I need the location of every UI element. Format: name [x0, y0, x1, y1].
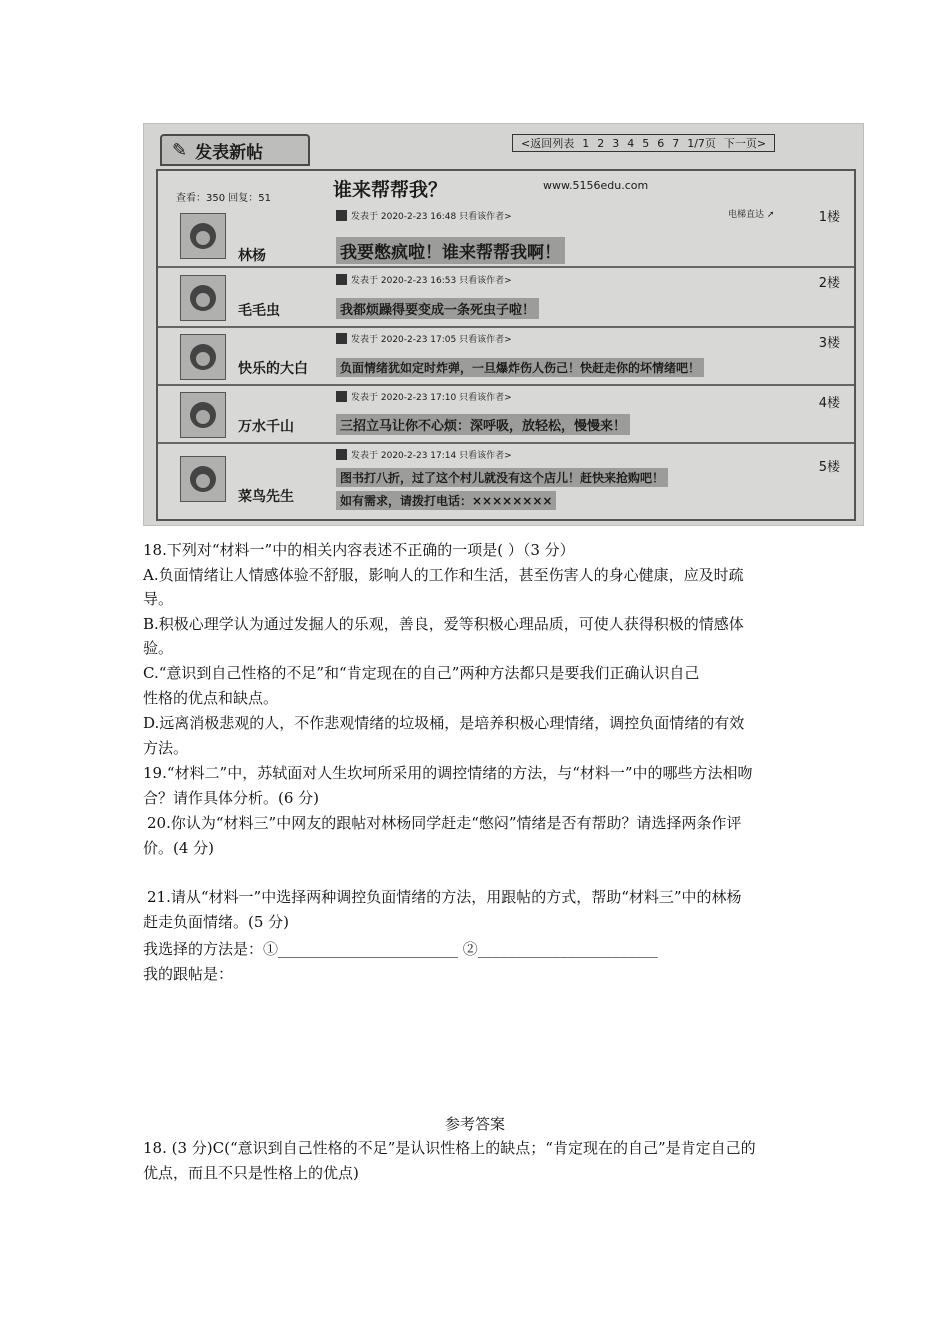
q19-text-cont: 合？请作具体分析。(6 分): [143, 789, 320, 807]
post-username[interactable]: 万水千山: [238, 419, 294, 435]
user-face-icon: [190, 223, 216, 249]
pagination: [512, 134, 775, 152]
site-url: www.5156edu.com: [543, 179, 649, 192]
thread-stats: 查看：350 回复：51: [176, 193, 271, 204]
avatar[interactable]: [180, 456, 226, 502]
post-4: [158, 386, 854, 444]
post-2: [158, 268, 854, 328]
pager-page[interactable]: 1: [582, 136, 590, 150]
post-3: [158, 328, 854, 386]
user-icon: [336, 449, 347, 460]
post-meta: [336, 390, 512, 403]
pager-back[interactable]: <返回列表: [521, 137, 575, 150]
q21-text: 21.请从“材料一”中选择两种调控负面情绪的方法，用跟帖的方式，帮助“材料三”中的林杨: [147, 888, 742, 906]
q18-option-d: D.远离消极悲观的人，不作悲观情绪的垃圾桶，是培养积极心理情绪，调控负面情绪的有效: [143, 714, 745, 732]
q18-stem: 18.下列对“材料一”中的相关内容表述不正确的一项是( ）（3 分）: [143, 541, 575, 559]
pager-page[interactable]: 6: [657, 136, 665, 150]
post-username[interactable]: 林杨: [238, 248, 266, 264]
pen-icon: ✎: [172, 139, 188, 161]
q18-option-c: C.“意识到自己性格的不足”和“肯定现在的自己”两种方法都只是要我们正确认识自己: [143, 664, 700, 682]
post-1: [158, 171, 854, 268]
q18-option-b: B.积极心理学认为通过发掘人的乐观，善良，爱等积极心理品质，可使人获得积极的情感体: [143, 615, 744, 633]
post-content: 负面情绪犹如定时炸弹，一旦爆炸伤人伤己！快赶走你的坏情绪吧！: [336, 358, 704, 377]
post-meta-text: 发表于 2020-2-23 17:14 只看该作者>: [351, 451, 512, 461]
user-icon: [336, 210, 347, 221]
q20-text: 20.你认为“材料三”中网友的跟帖对林杨同学赶走“憋闷”情绪是否有帮助？请选择两条作评: [147, 814, 742, 832]
post-meta: [336, 273, 512, 286]
post-5: [158, 444, 854, 519]
post-meta-text: 发表于 2020-2-23 17:05 只看该作者>: [351, 335, 512, 345]
post-content-phone: 如有需求，请拨打电话：××××××××: [336, 491, 556, 510]
post-username[interactable]: 菜鸟先生: [238, 489, 294, 505]
new-post-tab[interactable]: [160, 134, 310, 166]
avatar[interactable]: [180, 392, 226, 438]
floor-number: 1楼: [818, 210, 840, 225]
post-content: 图书打八折，过了这个村儿就没有这个店儿！赶快来抢购吧！: [336, 468, 668, 487]
post-content: 我都烦躁得要变成一条死虫子啦！: [336, 298, 539, 319]
floor-number: 4楼: [818, 396, 840, 411]
post-meta-text: 发表于 2020-2-23 17:10 只看该作者>: [351, 393, 512, 403]
q18-option-d-cont: 方法。: [143, 739, 189, 757]
avatar[interactable]: [180, 334, 226, 380]
q18-option-c-cont: 性格的优点和缺点。: [143, 689, 279, 707]
floor-number: 5楼: [818, 460, 840, 475]
post-meta: [336, 209, 512, 222]
pager-page[interactable]: 2: [597, 136, 605, 150]
q21-method-blanks[interactable]: 我选择的方法是：①________________________ ②________________________: [143, 940, 658, 958]
elevator-label: 电梯直达: [728, 210, 765, 220]
q18-option-a: A.负面情绪让人情感体验不舒服，影响人的工作和生活，甚至伤害人的身心健康，应及时疏: [143, 566, 744, 584]
q21-reply-label: 我的跟帖是：: [143, 965, 234, 983]
post-username[interactable]: 毛毛虫: [238, 303, 280, 319]
q21-text-cont: 赶走负面情绪。(5 分): [143, 913, 290, 931]
user-face-icon: [190, 402, 216, 428]
post-username[interactable]: 快乐的大白: [238, 361, 308, 377]
new-post-label: 发表新帖: [195, 142, 264, 163]
pager-next[interactable]: 下一页>: [723, 137, 767, 150]
user-face-icon: [190, 285, 216, 311]
pager-count: 1/7页: [687, 137, 716, 150]
user-face-icon: [190, 344, 216, 370]
thread-board: [156, 169, 856, 521]
answer-heading: 参考答案: [444, 1115, 505, 1133]
q18-option-b-cont: 验。: [143, 639, 174, 657]
pager-page[interactable]: 7: [672, 136, 680, 150]
post-meta: [336, 448, 512, 461]
avatar[interactable]: [180, 275, 226, 321]
user-icon: [336, 333, 347, 344]
answer-18-cont: 优点，而且不只是性格上的优点): [143, 1164, 359, 1182]
avatar[interactable]: [180, 213, 226, 259]
floor-number: 2楼: [818, 276, 840, 291]
forum-screenshot-photo: [143, 123, 864, 526]
post-meta-text: 发表于 2020-2-23 16:48 只看该作者>: [351, 212, 512, 222]
post-content: 我要憋疯啦！谁来帮帮我啊！: [336, 237, 565, 264]
post-content: 三招立马让你不心烦：深呼吸，放轻松，慢慢来！: [336, 414, 630, 435]
pager-page[interactable]: 4: [627, 136, 635, 150]
q18-option-a-cont: 导。: [143, 590, 174, 608]
pager-page[interactable]: 3: [612, 136, 620, 150]
post-meta: [336, 332, 512, 345]
post-meta-text: 发表于 2020-2-23 16:53 只看该作者>: [351, 276, 512, 286]
user-icon: [336, 391, 347, 402]
answer-18: 18. (3 分)C(“意识到自己性格的不足”是认识性格上的缺点；“肯定现在的自己”是肯定自己的: [143, 1139, 756, 1157]
q20-text-cont: 价。(4 分): [143, 839, 215, 857]
pager-page[interactable]: 5: [642, 136, 650, 150]
user-icon: [336, 274, 347, 285]
pointer-icon: ➚: [766, 210, 775, 220]
user-face-icon: [190, 466, 216, 492]
q19-text: 19.“材料二”中，苏轼面对人生坎坷所采用的调控情绪的方法，与“材料一”中的哪些方法相吻: [143, 764, 753, 782]
thread-title: 谁来帮帮我？: [333, 179, 448, 201]
floor-number: 3楼: [818, 336, 840, 351]
